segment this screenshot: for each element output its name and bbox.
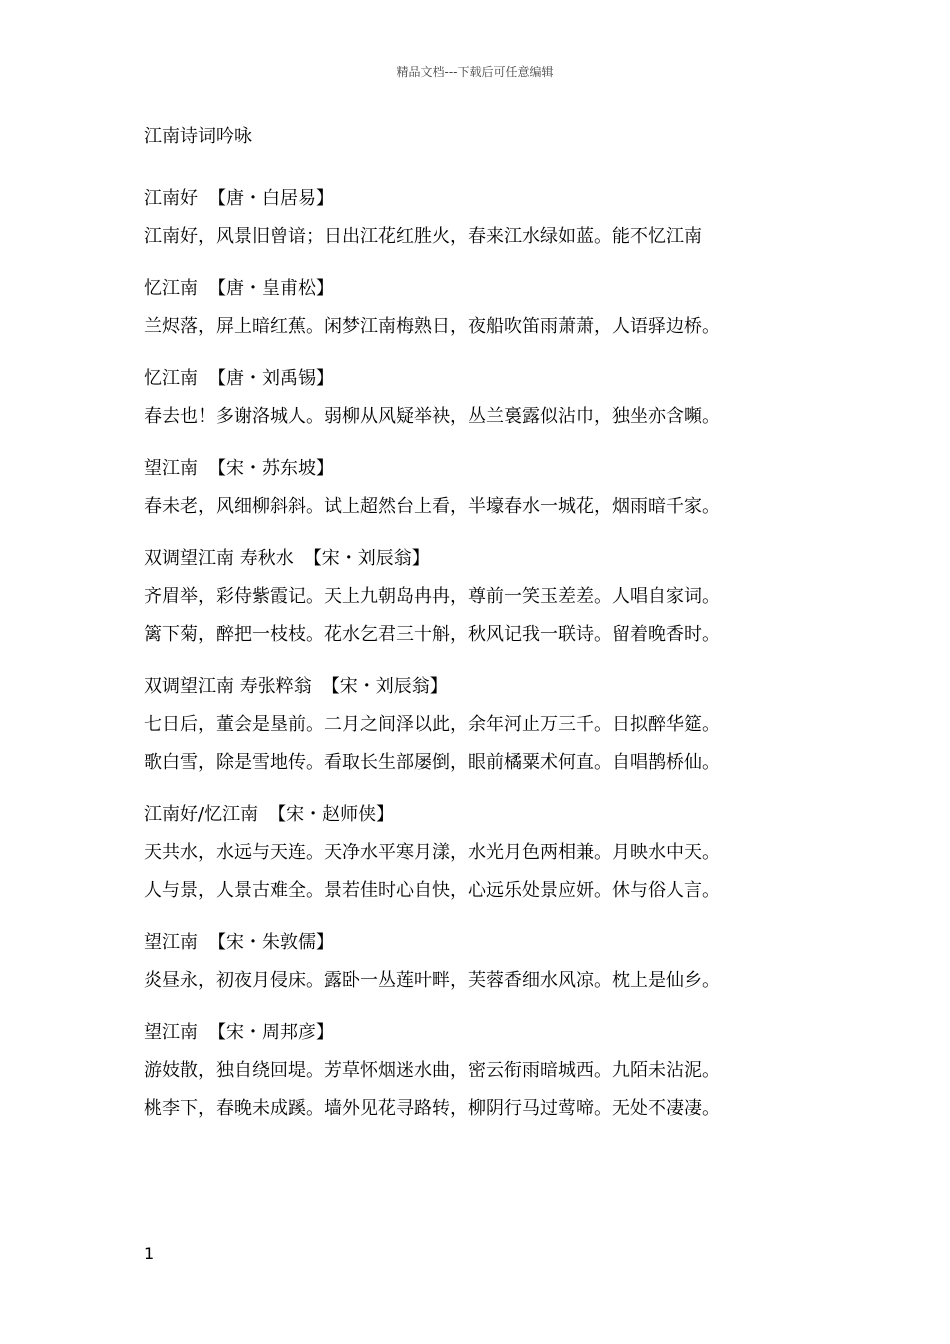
- poem-author: 【宋・朱敦儒】: [208, 932, 334, 953]
- poem-title: 忆江南: [144, 368, 198, 389]
- poem-heading: [144, 276, 864, 302]
- poem: [144, 456, 864, 520]
- poem-line: 桃李下，春晚未成蹊。墙外见花寻路转，柳阴行马过莺啼。无处不凄凄。: [144, 1098, 720, 1119]
- poem-line: 歌白雪，除是雪地传。看取长生部屡倒，眼前橘粟术何直。自唱鹊桥仙。: [144, 752, 720, 773]
- poem-title: 江南好: [144, 188, 198, 209]
- poem-heading: [144, 456, 864, 482]
- poem-line: 兰烬落，屏上暗红蕉。闲梦江南梅熟日，夜船吹笛雨萧萧，人语驿边桥。: [144, 316, 720, 337]
- poem-line: 篱下菊，醉把一枝枝。花水乞君三十斛，秋风记我一联诗。留着晚香时。: [144, 624, 720, 645]
- poem-line: 人与景，人景古难全。景若佳时心自快，心远乐处景应妍。休与俗人言。: [144, 880, 720, 901]
- poem-heading: [144, 802, 864, 828]
- poem-title: 忆江南: [144, 278, 198, 299]
- poem-line: 齐眉举，彩侍紫霞记。天上九朝岛冉冉，尊前一笑玉差差。人唱自家词。: [144, 586, 720, 607]
- poem-line: 天共水，水远与天连。天净水平寒月漾，水光月色两相兼。月映水中天。: [144, 842, 720, 863]
- document-body: [144, 124, 864, 1148]
- poem-title: 望江南: [144, 458, 198, 479]
- poem-line: 江南好，风景旧曾谙；日出江花红胜火，春来江水绿如蓝。能不忆江南: [144, 226, 702, 247]
- poem-title: 望江南: [144, 932, 198, 953]
- poem: [144, 930, 864, 994]
- poem-heading: [144, 546, 864, 572]
- poem-title: 望江南: [144, 1022, 198, 1043]
- poem: [144, 366, 864, 430]
- poem-author: 【宋・刘辰翁】: [303, 548, 430, 569]
- poem: [144, 276, 864, 340]
- poem: [144, 1020, 864, 1122]
- poem: [144, 674, 864, 776]
- poem-author: 【唐・皇甫松】: [208, 278, 334, 299]
- poem-title: 双调望江南 寿张粹翁: [144, 676, 312, 697]
- poem-line: 春未老，风细柳斜斜。试上超然台上看，半壕春水一城花，烟雨暗千家。: [144, 496, 720, 517]
- poem-line: 游妓散，独自绕回堤。芳草怀烟迷水曲，密云衔雨暗城西。九陌未沾泥。: [144, 1060, 720, 1081]
- poem-heading: [144, 186, 864, 212]
- page-number: 1: [144, 1244, 155, 1263]
- poem-heading: [144, 674, 864, 700]
- poem: [144, 186, 864, 250]
- poem-heading: [144, 366, 864, 392]
- poem: [144, 546, 864, 648]
- poem-title: 江南好/忆江南: [144, 804, 259, 825]
- poem-author: 【宋・周邦彦】: [208, 1022, 334, 1043]
- poem-title: 双调望江南 寿秋水: [144, 548, 294, 569]
- poem: [144, 802, 864, 904]
- document-title: 江南诗词吟咏: [144, 126, 252, 147]
- poem-author: 【宋・苏东坡】: [208, 458, 334, 479]
- poem-author: 【唐・刘禹锡】: [208, 368, 334, 389]
- poem-author: 【宋・赵师侠】: [268, 804, 395, 825]
- poem-heading: [144, 930, 864, 956]
- poem-author: 【宋・刘辰翁】: [321, 676, 448, 697]
- poem-heading: [144, 1020, 864, 1046]
- poem-line: 炎昼永，初夜月侵床。露卧一丛莲叶畔，芙蓉香细水风凉。枕上是仙乡。: [144, 970, 720, 991]
- poem-line: 春去也！多谢洛城人。弱柳从风疑举袂，丛兰裛露似沾巾，独坐亦含嚬。: [144, 406, 720, 427]
- poem-line: 七日后，董会是垦前。二月之间泽以此，余年河止万三千。日拟醉华筵。: [144, 714, 720, 735]
- poem-author: 【唐・白居易】: [208, 188, 334, 209]
- page-header: 精品文档---下载后可任意编辑: [396, 65, 554, 79]
